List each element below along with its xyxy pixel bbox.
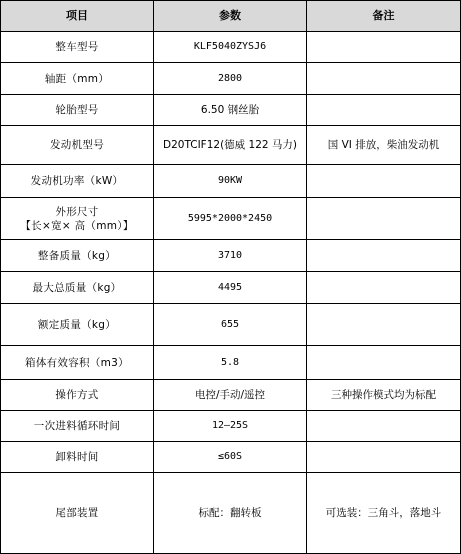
table-row: [1, 411, 461, 442]
table-row: [1, 304, 461, 346]
row-item: 操作方式: [1, 380, 154, 411]
table-row: [1, 32, 461, 63]
row-item: 轴距（mm）: [1, 63, 154, 95]
table-row: [1, 63, 461, 95]
table-row: [1, 442, 461, 473]
row-param: 3710: [154, 240, 307, 272]
row-param: KLF5040ZYSJ6: [154, 32, 307, 63]
table-row: [1, 95, 461, 126]
row-param: 电控/手动/遥控: [154, 380, 307, 411]
row-remark: [307, 240, 461, 272]
table-row: [1, 380, 461, 411]
row-remark: [307, 198, 461, 240]
row-param: ≤60S: [154, 442, 307, 473]
row-param: 90KW: [154, 165, 307, 198]
row-item-line1: 外形尺寸: [55, 205, 99, 218]
row-item: 发动机型号: [1, 126, 154, 165]
row-remark: 三种操作模式均为标配: [307, 380, 461, 411]
row-remark: [307, 411, 461, 442]
row-item: 一次进料循环时间: [1, 411, 154, 442]
table-row: [1, 346, 461, 380]
header-item: 项目: [1, 1, 154, 32]
row-item-line2: 【长×宽× 高（mm）】: [20, 219, 134, 232]
row-remark: 国 VI 排放，柴油发动机: [307, 126, 461, 165]
table-row: [1, 473, 461, 554]
table-row: [1, 165, 461, 198]
row-param: 6.50 钢丝胎: [154, 95, 307, 126]
row-remark: 可选装：三角斗，落地斗: [307, 473, 461, 554]
row-item: 额定质量（kg）: [1, 304, 154, 346]
row-param: 12—25S: [154, 411, 307, 442]
header-param: 参数: [154, 1, 307, 32]
row-remark: [307, 95, 461, 126]
row-remark: [307, 304, 461, 346]
row-item: 发动机功率（kW）: [1, 165, 154, 198]
row-remark: [307, 165, 461, 198]
row-param: 5995*2000*2450: [154, 198, 307, 240]
row-param: D20TCIF12(德威 122 马力): [154, 126, 307, 165]
table-row: [1, 198, 461, 240]
row-param: 4495: [154, 272, 307, 304]
row-remark: [307, 442, 461, 473]
row-param: 2800: [154, 63, 307, 95]
row-item: 轮胎型号: [1, 95, 154, 126]
row-remark: [307, 346, 461, 380]
row-item: 卸料时间: [1, 442, 154, 473]
row-param: 655: [154, 304, 307, 346]
header-remark: 备注: [307, 1, 461, 32]
table-row: [1, 272, 461, 304]
row-remark: [307, 272, 461, 304]
row-remark: [307, 32, 461, 63]
table-row: [1, 240, 461, 272]
row-param: 5.8: [154, 346, 307, 380]
table-row: [1, 126, 461, 165]
row-param: 标配：翻转板: [154, 473, 307, 554]
row-item: 尾部装置: [1, 473, 154, 554]
row-remark: [307, 63, 461, 95]
row-item: 整车型号: [1, 32, 154, 63]
row-item: 整备质量（kg）: [1, 240, 154, 272]
row-item: 箱体有效容积（m3）: [1, 346, 154, 380]
row-item: 最大总质量（kg）: [1, 272, 154, 304]
header-row: [1, 1, 461, 32]
row-item: [1, 198, 154, 240]
